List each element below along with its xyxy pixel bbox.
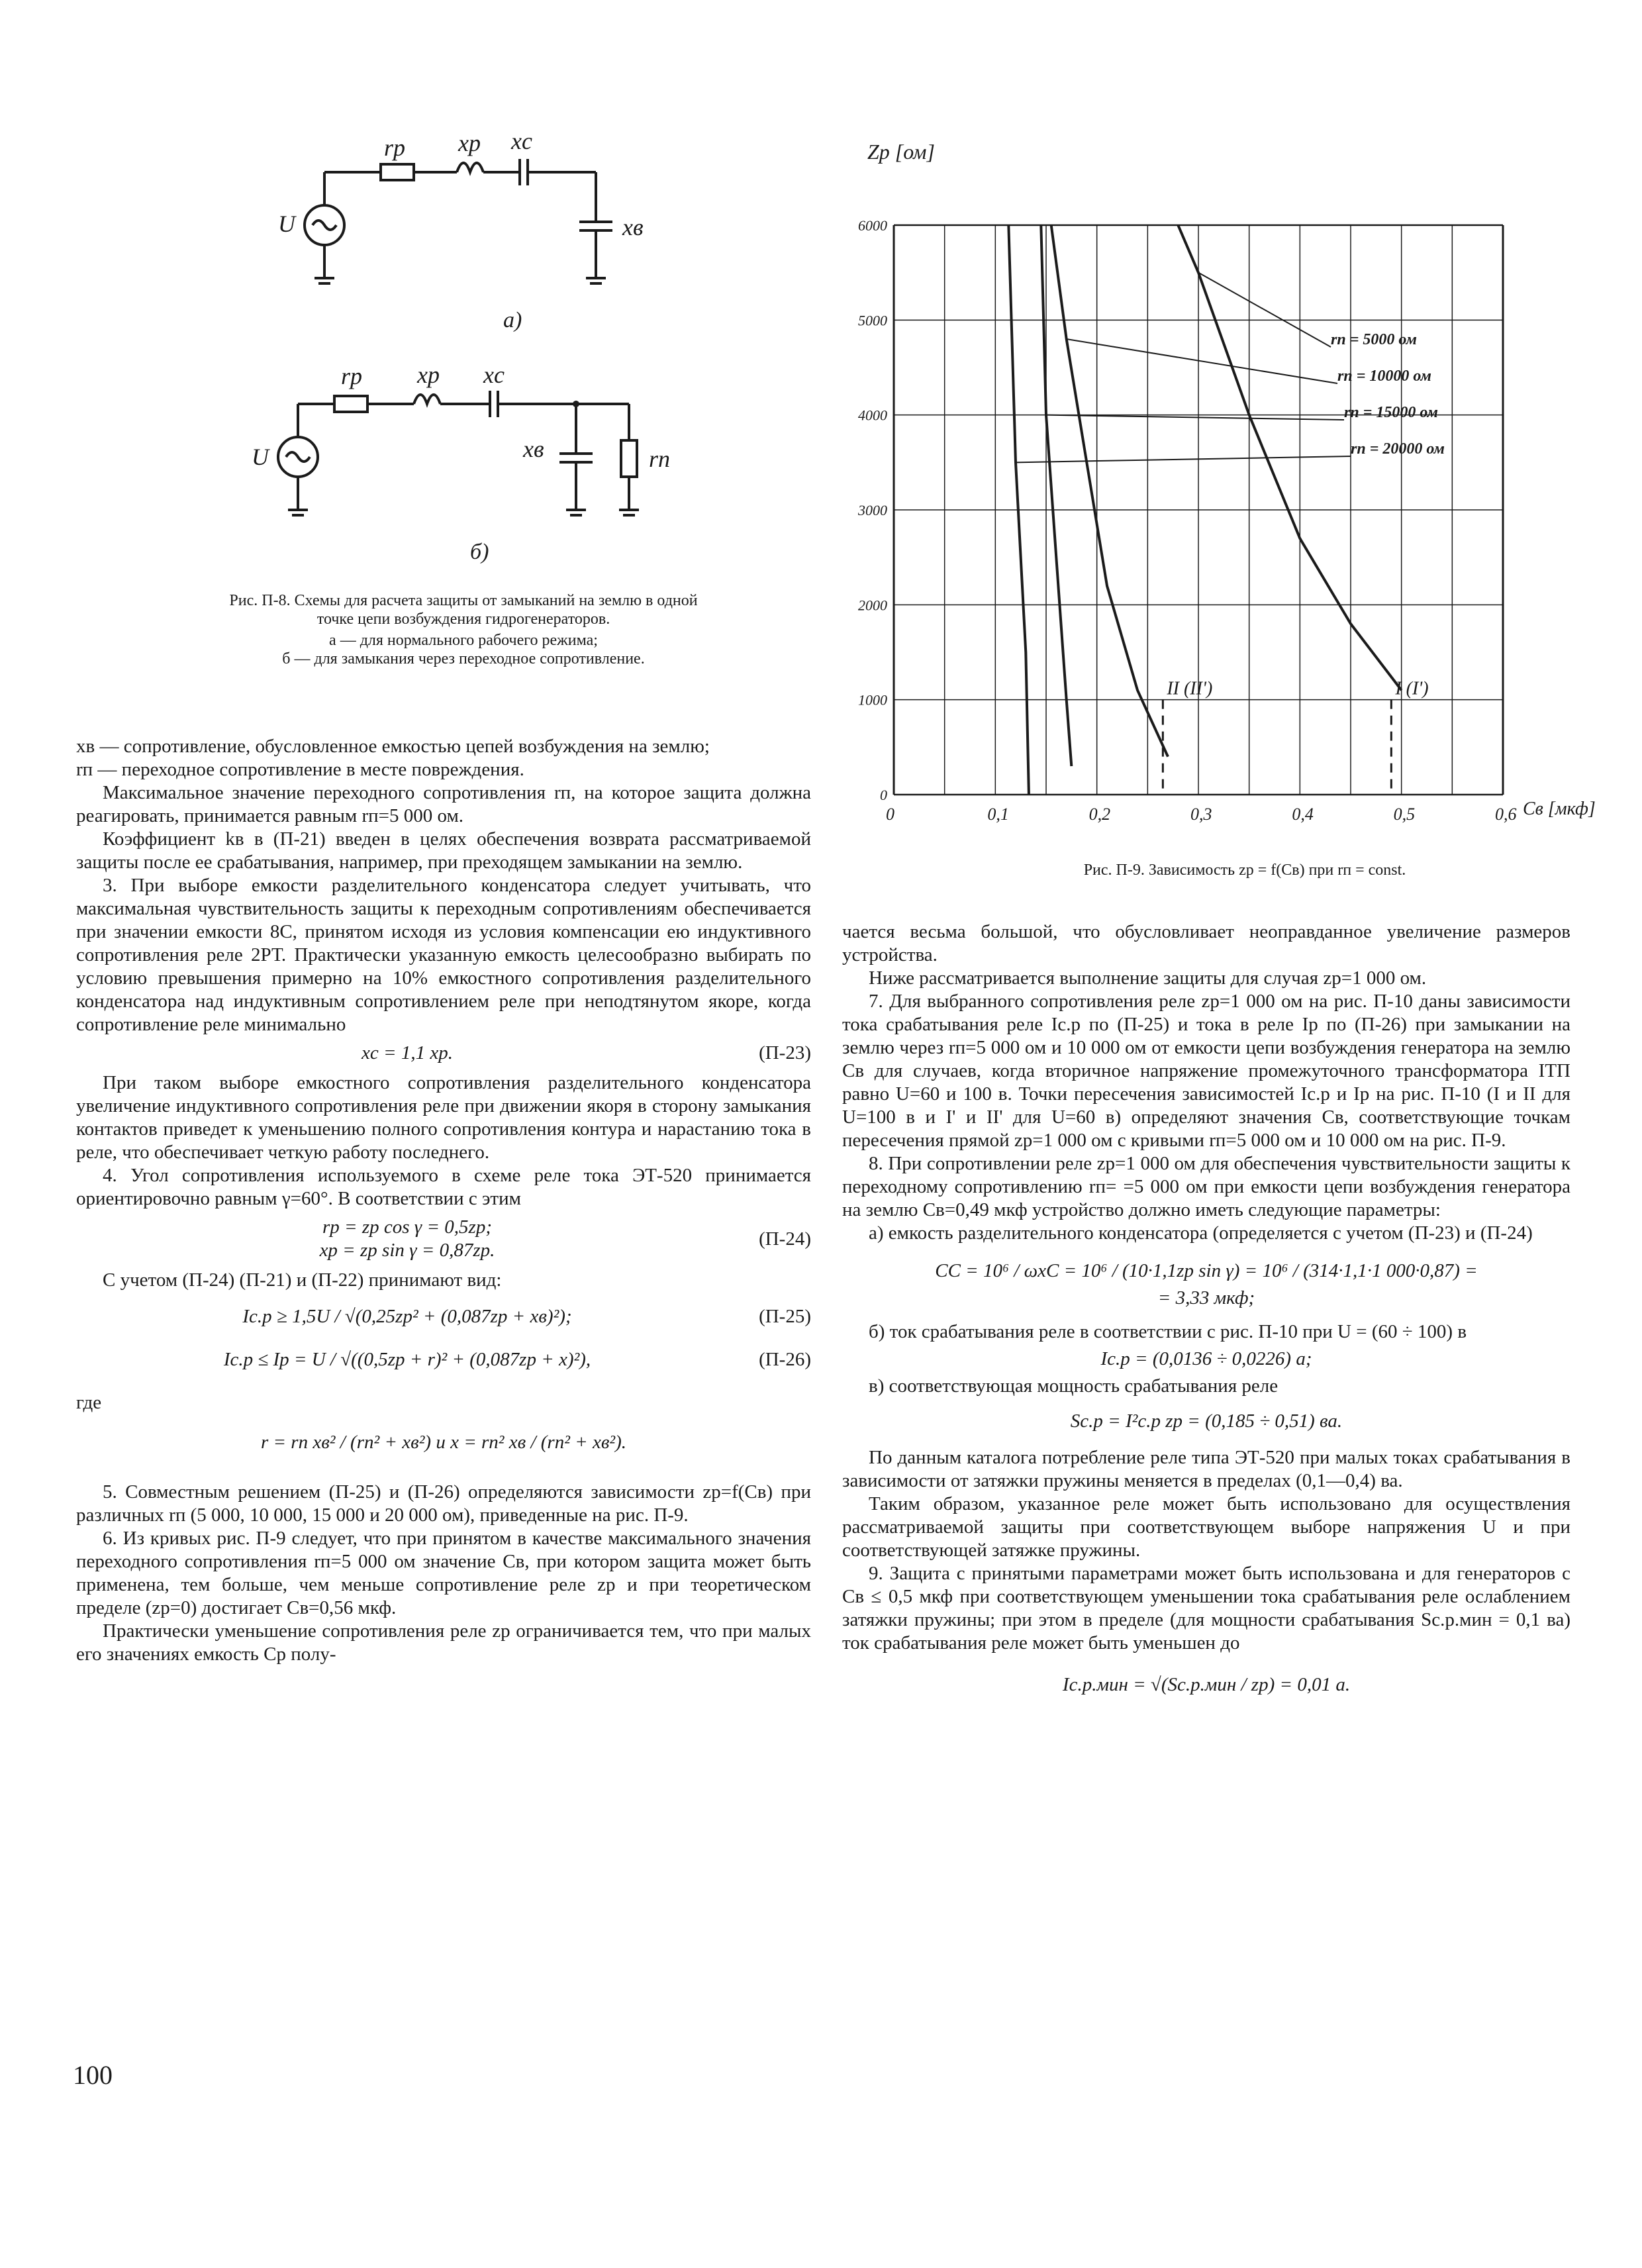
right-column xyxy=(842,920,1570,1701)
label-rp: rp xyxy=(384,134,406,161)
definition-rn: rп — переходное сопротивление в месте повреждения. xyxy=(76,759,524,780)
y-tick-label: 6000 xyxy=(858,217,887,234)
formula-p24: rр = zр cos γ = 0,5zр; xр = zр sin γ = 0,87zр. (П-24) xyxy=(319,1216,811,1261)
y-tick-label: 1000 xyxy=(858,691,887,709)
series-label-leader xyxy=(1067,339,1337,383)
series-label-leader xyxy=(1198,273,1331,347)
label-xp: xp xyxy=(458,132,481,156)
label-xv: xв xyxy=(622,214,644,240)
svg-text:xc: xc xyxy=(483,362,505,388)
fig8-circuit-a xyxy=(252,132,715,331)
series-line xyxy=(1041,225,1071,766)
series-label: rп = 5000 ом xyxy=(1331,331,1417,348)
chart-y-axis-label: Zp [ом] xyxy=(867,140,935,164)
x-tick-label: 0,4 xyxy=(1292,805,1314,824)
paragraph: чается весьма большой, что обусловливает неоправданное увеличение размеров устройства. xyxy=(842,921,1570,965)
paragraph: 7. Для выбранного сопротивления реле zр=1 000 ом на рис. П-10 даны зависимости тока срабатывания реле Iс.р по (П-25) и тока в реле Iр по (П-26) при замыкании на землю через rп=5 000 ом и 10 000 ом от емкости цепи возбуждения генератора на землю Cв для случаев, когда вторичное напряжение промежуточного трансформатора ІТП равно U=60 и 100 в. Точки пересечения зависимостей Iс.р и Iр на рис. П-10 (I и II для U=100 в и I' и II' для U=60 в) определяют значения Cв, соответствующие точкам пересечения прямой zр=1 000 ом с кривыми rп=5 000 ом и 10 000 ом на рис. П-9. xyxy=(842,991,1570,1151)
paragraph: Практически уменьшение сопротивления реле zр ограничивается тем, что при малых его значениях емкость Cр полу- xyxy=(76,1620,811,1665)
fig9-chart xyxy=(841,139,1596,854)
resistor-rp xyxy=(381,164,414,180)
series-line xyxy=(1051,225,1168,757)
formula-icp-min: Iс.р.мин = √(Sс.р.мин / zр) = 0,01 а. xyxy=(1062,1674,1351,1695)
inductor-xp xyxy=(457,163,483,172)
label-U: U xyxy=(278,211,295,237)
x-tick-label: 0,1 xyxy=(987,805,1009,824)
paragraph: Ниже рассматривается выполнение защиты для случая zр=1 000 ом. xyxy=(869,967,1427,989)
formula-icp: Iс.р = (0,0136 ÷ 0,0226) а; xyxy=(1100,1348,1312,1369)
svg-text:rp: rp xyxy=(341,363,363,389)
formula-p26: Iс.р ≤ Iр = U / √((0,5zр + r)² + (0,087zр + x)²), (П-26) xyxy=(223,1349,811,1370)
x-tick-label: 0,6 xyxy=(1495,805,1517,824)
x-tick-label: 0,5 xyxy=(1393,805,1416,824)
formula-cc: CC = 10⁶ / ωxC = 10⁶ / (10·1,1zр sin γ) = 10⁶ / (314·1,1·1 000·0,87) = xyxy=(935,1260,1478,1281)
paragraph: а) емкость разделительного конденсатора (определяется с учетом (П-23) и (П-24) xyxy=(869,1222,1533,1244)
paragraph: При таком выборе емкостного сопротивления разделительного конденсатора увеличение индуктивного сопротивления реле при движении якоря в сторону замыкания контактов приведет к уменьшению полного сопротивления контура и нарастанию тока в реле, что обеспечивает четкую работу последнего. xyxy=(76,1072,811,1163)
chart-x-axis-label: Cв [мкф] xyxy=(1523,799,1596,819)
formula-cc-result: = 3,33 мкф; xyxy=(1157,1287,1255,1308)
fig8-caption xyxy=(218,591,708,668)
paragraph: 4. Угол сопротивления используемого в схеме реле тока ЭТ-520 принимается ориентировочно равным γ=60°. В соответствии с этим xyxy=(76,1165,811,1209)
paragraph: Таким образом, указанное реле может быть использовано для осуществления рассматриваемой защиты при соответствующем выборе напряжения U и при соответствующей затяжке пружины. xyxy=(842,1493,1570,1561)
fig8-circuit-b xyxy=(225,358,728,536)
fig8-sub-a: а) xyxy=(503,308,522,332)
paragraph: 5. Совместным решением (П-25) и (П-26) определяются зависимости zр=f(Cв) при различных rп (5 000, 10 000, 15 000 и 20 000 ом), приведенные на рис. П-9. xyxy=(76,1481,811,1526)
fig9-caption: Рис. П-9. Зависимость zр = f(Cв) при rп = const. xyxy=(1083,862,1406,879)
formula-r-x: r = rп xв² / (rп² + xв²) и x = rп² xв / (rп² + xв²). xyxy=(260,1432,627,1453)
svg-text:xp: xp xyxy=(417,362,440,388)
formula-p23: xc = 1,1 xp. (П-23) xyxy=(362,1042,811,1063)
paragraph: Максимальное значение переходного сопротивления rп, на которое защита должна реагировать, принимается равным rп=5 000 ом. xyxy=(76,782,811,826)
point-annotation: I (I') xyxy=(1395,678,1429,699)
definition-xv: xв — сопротивление, обусловленное емкостью цепей возбуждения на землю; xyxy=(76,736,710,757)
formula-p25: Iс.р ≥ 1,5U / √(0,25zр² + (0,087zр + xв)²); (П-25) xyxy=(242,1306,811,1327)
paragraph: По данным каталога потребление реле типа ЭТ-520 при малых токах срабатывания в зависимости от затяжки пружины меняется в пределах (0,1—0,4) ва. xyxy=(842,1447,1570,1491)
paragraph: С учетом (П-24) (П-21) и (П-22) принимают вид: xyxy=(103,1269,502,1291)
series-label: rп = 20000 ом xyxy=(1351,440,1445,458)
y-tick-label: 4000 xyxy=(858,407,887,424)
where-label: где xyxy=(76,1392,102,1413)
left-column xyxy=(76,735,811,1666)
fig8-caption-a: а — для нормального рабочего режима; xyxy=(329,632,598,649)
series-label: rп = 10000 ом xyxy=(1337,368,1431,385)
paragraph: 8. При сопротивлении реле zр=1 000 ом для обеспечения чувствительности защиты к переходному сопротивлению rп= =5 000 ом при емкости цепи возбуждения генератора на землю Cв=0,49 мкф устройство должно иметь следующие параметры: xyxy=(842,1153,1570,1220)
paragraph: б) ток срабатывания реле в соответствии с рис. П-10 при U = (60 ÷ 100) в xyxy=(869,1321,1467,1342)
series-label: rп = 15000 ом xyxy=(1344,404,1438,421)
paragraph: 6. Из кривых рис. П-9 следует, что при принятом в качестве максимального значения переходного сопротивления rп=5 000 ом значение Cв, при котором защита может быть применена, тем больше, чем меньше сопротивление реле zр и при теоретическом пределе (zр=0) достигает Cв=0,56 мкф. xyxy=(76,1528,811,1618)
paragraph: 9. Защита с принятыми параметрами может быть использована и для генераторов с Cв ≤ 0,5 мкф при соответствующем уменьшении тока срабатывания реле ослаблением затяжки пружины; при этом в пределе (для мощности срабатывания Sс.р.мин = 0,1 ва) ток срабатывания реле может быть уменьшен до xyxy=(842,1563,1570,1653)
y-tick-label: 5000 xyxy=(858,312,887,329)
svg-text:xв: xв xyxy=(523,436,544,462)
y-tick-label: 0 xyxy=(880,787,887,803)
x-tick-label: 0,3 xyxy=(1190,805,1212,824)
series-label-leader xyxy=(1016,456,1351,462)
page-number: 100 xyxy=(73,2060,113,2090)
fig8-caption-title: Рис. П-8. Схемы для расчета защиты от замыканий на землю в одной точке цепи возбуждения гидрогенераторов. xyxy=(229,592,698,628)
paragraph: 3. При выборе емкости разделительного конденсатора следует учитывать, что максимальная чувствительность защиты к переходным сопротивлениям обеспечивается при значении емкости 8С, принятом исходя из условия компенсации ею индуктивного сопротивления реле 2РТ. Практически указанную емкость целесообразно выбирать по условию превышения примерно на 10% емкостного сопротивления разделительного конденсатора над индуктивным сопротивлением реле при неподтянутом якоре, когда сопротивление реле минимально xyxy=(76,875,811,1035)
svg-text:U: U xyxy=(252,444,269,470)
label-xc: xc xyxy=(511,132,532,154)
paragraph: в) соответствующая мощность срабатывания реле xyxy=(869,1375,1279,1397)
point-annotation: II (II') xyxy=(1167,678,1213,699)
y-tick-label: 2000 xyxy=(858,597,887,614)
x-tick-label: 0 xyxy=(886,805,894,824)
svg-text:rп: rп xyxy=(649,446,671,472)
series-label-leader xyxy=(1046,415,1344,420)
x-tick-label: 0,2 xyxy=(1088,805,1111,824)
formula-scp: Sс.р = I²с.р zр = (0,185 ÷ 0,51) ва. xyxy=(1070,1410,1343,1432)
fig8-sub-b: б) xyxy=(470,540,489,564)
fig8-caption-b: б — для замыкания через переходное сопротивление. xyxy=(282,650,645,667)
paragraph: Коэффициент kв в (П-21) введен в целях обеспечения возврата рассматриваемой защиты после ее срабатывания, например, при преходящем замыкании на землю. xyxy=(76,828,811,873)
y-tick-label: 3000 xyxy=(858,502,887,518)
